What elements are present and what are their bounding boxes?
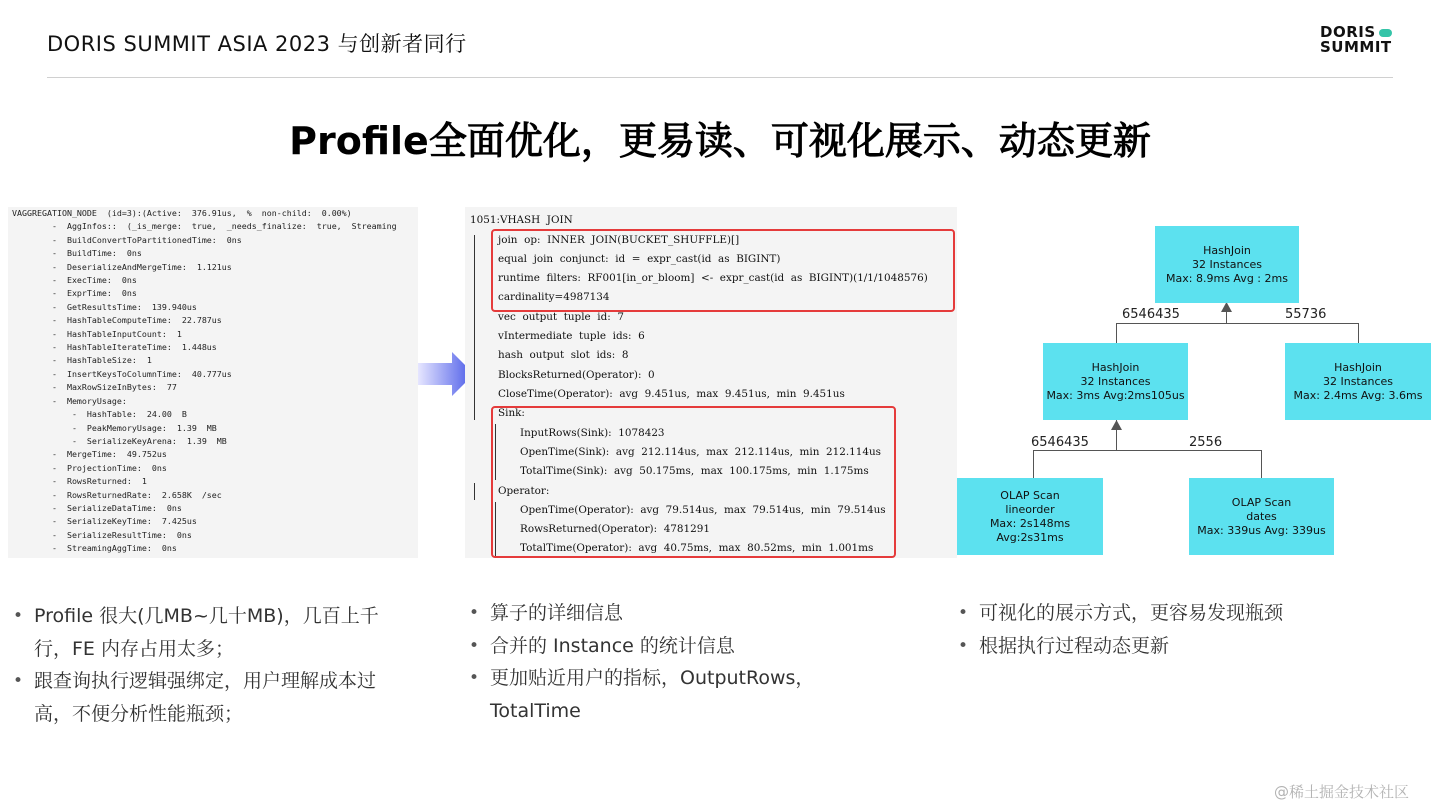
profile-line: - SerializeResultTime: 0ns xyxy=(12,529,192,540)
node-title: HashJoin xyxy=(1203,243,1251,257)
tree-connector xyxy=(1261,450,1262,478)
profile-line: - MergeTime: 49.752us xyxy=(12,449,167,460)
plan-node-olap-scan-lineorder[interactable] xyxy=(957,478,1103,555)
profile-line: VAGGREGATION_NODE (id=3):(Active: 376.91us, % non-child: 0.00%) xyxy=(12,208,352,218)
tree-connector xyxy=(1033,450,1034,478)
bullet-item: • 合并的 Instance 的统计信息 xyxy=(469,630,869,663)
join-profile-line: cardinality=4987134 xyxy=(498,291,610,303)
raw-profile-panel xyxy=(8,207,418,558)
bullets-middle xyxy=(469,597,869,727)
profile-line: - MemoryUsage: xyxy=(12,395,127,406)
bullets-left xyxy=(13,600,398,730)
join-profile-line: join op: INNER JOIN(BUCKET_SHUFFLE)[] xyxy=(498,234,740,246)
profile-line: - HashTableSize: 1 xyxy=(12,355,152,366)
join-profile-line: vec output tuple id: 7 xyxy=(498,311,624,323)
node-title: HashJoin xyxy=(1091,360,1140,374)
profile-line: - SerializeKeyArena: 1.39 MB xyxy=(12,435,227,446)
node-timing: Max: 2.4ms Avg: 3.6ms xyxy=(1293,388,1423,402)
profile-line: - GetResultsTime: 139.940us xyxy=(12,301,197,312)
node-title: HashJoin xyxy=(1334,360,1382,374)
join-profile-line: equal join conjunct: id = expr_cast(id as BIGINT) xyxy=(498,253,781,265)
node-table: lineorder xyxy=(1005,502,1055,516)
tree-connector xyxy=(1116,323,1117,343)
profile-line: - BuildConvertToPartitionedTime: 0ns xyxy=(12,234,242,245)
profile-line: - SerializeKeyTime: 7.425us xyxy=(12,516,197,527)
join-profile-line: OpenTime(Operator): avg 79.514us, max 79.514us, min 79.514us xyxy=(520,504,886,516)
profile-line: - HashTableInputCount: 1 xyxy=(12,328,182,339)
bullet-item: • 算子的详细信息 xyxy=(469,597,869,630)
profile-line: - BuildTime: 0ns xyxy=(12,248,142,259)
profile-line: - PeakMemoryUsage: 1.39 MB xyxy=(12,422,217,433)
node-instances: 32 Instances xyxy=(1080,374,1151,388)
tree-guide-line xyxy=(474,235,475,420)
join-profile-line: RowsReturned(Operator): 4781291 xyxy=(520,523,710,535)
profile-line: - DeserializeAndMergeTime: 1.121us xyxy=(12,261,232,272)
visual-plan-tree xyxy=(957,207,1440,558)
join-profile-line: CloseTime(Operator): avg 9.451us, max 9.451us, min 9.451us xyxy=(498,388,845,400)
join-profile-line: runtime filters: RF001[in_or_bloom] <- expr_cast(id as BIGINT)(1/1/1048576) xyxy=(498,272,928,284)
header-divider xyxy=(47,77,1393,78)
profile-line: - ExecTime: 0ns xyxy=(12,275,137,286)
bullets-right xyxy=(958,597,1378,662)
bullet-item: • Profile 很大(几MB~几十MB)，几百上千行，FE 内存占用太多； xyxy=(13,600,398,665)
edge-row-count: 6546435 xyxy=(1031,435,1089,450)
slide-title: Profile全面优化，更易读、可视化展示、动态更新 xyxy=(289,119,1151,163)
profile-line: - MaxRowSizeInBytes: 77 xyxy=(12,382,177,393)
bullet-item: • 更加贴近用户的指标，OutputRows，TotalTime xyxy=(469,662,869,727)
join-profile-line: BlocksReturned(Operator): 0 xyxy=(498,369,655,381)
profile-line: - HashTable: 24.00 B xyxy=(12,409,187,420)
profile-line: - InsertKeysToColumnTime: 40.777us xyxy=(12,368,232,379)
join-profile-panel xyxy=(465,207,957,558)
tree-connector xyxy=(1358,323,1359,343)
sink-section-label: Sink: xyxy=(498,407,525,419)
plan-node-hashjoin-root[interactable] xyxy=(1155,226,1299,303)
node-timing: Max: 339us Avg: 339us xyxy=(1197,523,1326,537)
bullet-item: • 可视化的展示方式，更容易发现瓶颈 xyxy=(958,597,1378,630)
node-timing: Max: 3ms Avg:2ms105us xyxy=(1046,388,1185,402)
plan-node-olap-scan-dates[interactable] xyxy=(1189,478,1334,555)
node-title: OLAP Scan xyxy=(1231,495,1292,509)
node-timing: Max: 8.9ms Avg : 2ms xyxy=(1166,271,1288,285)
node-title: OLAP Scan xyxy=(1000,488,1060,502)
edge-row-count: 2556 xyxy=(1189,435,1223,450)
join-profile-line: OpenTime(Sink): avg 212.114us, max 212.114us, min 212.114us xyxy=(520,446,882,458)
tree-connector xyxy=(1033,450,1261,451)
operator-section-label: Operator: xyxy=(498,485,550,497)
join-profile-line: TotalTime(Operator): avg 40.75ms, max 80.52ms, min 1.001ms xyxy=(520,542,874,554)
profile-line: - RowsReturned: 1 xyxy=(12,476,147,487)
doris-summit-logo xyxy=(1320,25,1400,55)
join-profile-line: vIntermediate tuple ids: 6 xyxy=(498,330,645,342)
highlight-box-sink-operator xyxy=(491,406,896,558)
plan-node-hashjoin-right[interactable] xyxy=(1285,343,1431,420)
node-table: dates xyxy=(1246,509,1277,523)
join-profile-line: hash output slot ids: 8 xyxy=(498,349,629,361)
tree-guide-line xyxy=(474,483,475,500)
header-title: DORIS SUMMIT ASIA 2023 与创新者同行 xyxy=(47,32,467,56)
profile-line: - HashTableComputeTime: 22.787us xyxy=(12,315,222,326)
node-timing: Max: 2s148ms Avg:2s31ms xyxy=(989,516,1071,544)
profile-line: - ExprTime: 0ns xyxy=(12,288,137,299)
join-node-title: 1051:VHASH JOIN xyxy=(470,214,573,226)
arrow-up-icon xyxy=(1221,302,1232,312)
join-profile-line: TotalTime(Sink): avg 50.175ms, max 100.175ms, min 1.175ms xyxy=(520,465,869,477)
profile-line: - ProjectionTime: 0ns xyxy=(12,462,167,473)
profile-line: - StreamingAggTime: 0ns xyxy=(12,543,177,554)
profile-line: - RowsReturnedRate: 2.658K /sec xyxy=(12,489,222,500)
logo-line-1: DORIS xyxy=(1320,23,1376,41)
logo-accent-mark xyxy=(1379,29,1392,37)
arrow-up-icon xyxy=(1111,420,1122,430)
edge-row-count: 55736 xyxy=(1285,307,1327,322)
profile-line: - SerializeDataTime: 0ns xyxy=(12,502,182,513)
node-instances: 32 Instances xyxy=(1191,257,1262,271)
edge-row-count: 6546435 xyxy=(1122,307,1180,322)
node-instances: 32 Instances xyxy=(1322,374,1393,388)
watermark: @稀土掘金技术社区 xyxy=(1274,783,1410,801)
join-profile-line: InputRows(Sink): 1078423 xyxy=(520,427,665,439)
tree-connector xyxy=(1116,323,1358,324)
bullet-item: • 跟查询执行逻辑强绑定，用户理解成本过高，不便分析性能瓶颈； xyxy=(13,665,398,730)
bullet-item: • 根据执行过程动态更新 xyxy=(958,630,1378,663)
profile-line: - HashTableIterateTime: 1.448us xyxy=(12,342,217,353)
logo-line-2: SUMMIT xyxy=(1320,38,1392,56)
plan-node-hashjoin-left[interactable] xyxy=(1043,343,1188,420)
highlight-box-join-info xyxy=(491,229,955,312)
profile-line: - AggInfos:: (_is_merge: true, _needs_finalize: true, Streaming xyxy=(12,221,397,232)
